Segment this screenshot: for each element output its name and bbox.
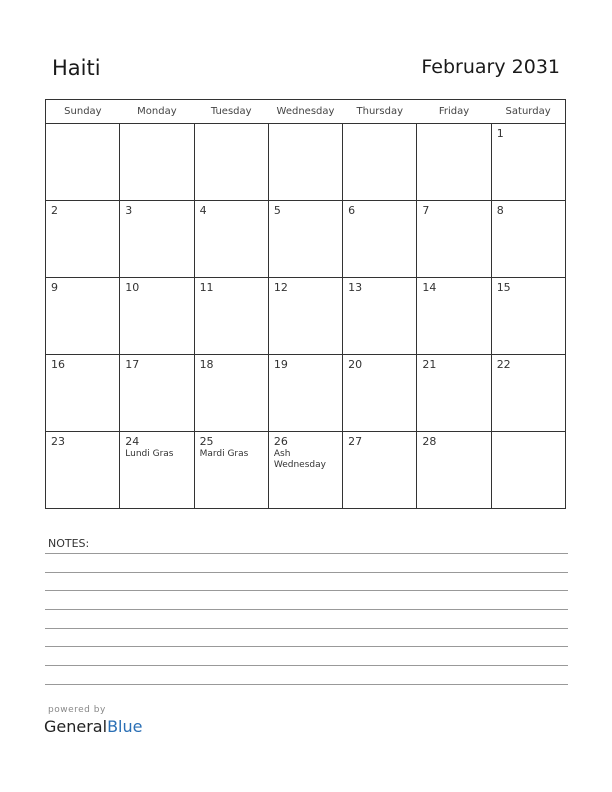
day-number: 10	[125, 281, 140, 294]
generalblue-logo[interactable]	[44, 717, 142, 736]
day-cell	[268, 432, 342, 509]
weekday-header: Thursday	[343, 100, 417, 124]
day-cell	[120, 432, 194, 509]
week-row	[46, 355, 566, 432]
day-cell	[194, 432, 268, 509]
weekday-header-row	[46, 100, 566, 124]
brand-general: General	[44, 717, 108, 736]
day-cell	[343, 355, 417, 432]
notes-label: NOTES:	[48, 537, 90, 550]
day-number: 22	[496, 358, 511, 371]
day-number: 2	[51, 204, 58, 217]
day-number: 3	[125, 204, 133, 217]
day-cell	[491, 355, 565, 432]
notes-line	[45, 646, 568, 647]
day-cell	[491, 278, 565, 355]
day-number: 27	[348, 435, 363, 448]
weekday-header: Sunday	[46, 100, 120, 124]
powered-by-text: powered by	[48, 705, 106, 715]
day-cell	[46, 432, 120, 509]
day-number: 8	[496, 204, 504, 217]
holiday-label: Mardi Gras	[199, 449, 249, 459]
holiday-label: Lundi Gras	[125, 449, 174, 459]
day-number: 28	[422, 435, 437, 448]
day-cell	[417, 432, 491, 509]
weekday-header: Friday	[417, 100, 491, 124]
day-number: 1	[496, 127, 504, 140]
notes-line	[45, 665, 568, 666]
notes-line	[45, 553, 568, 554]
day-cell	[120, 278, 194, 355]
day-cell	[120, 124, 194, 201]
day-number: 15	[496, 281, 511, 294]
day-cell	[46, 278, 120, 355]
day-number: 19	[273, 358, 288, 371]
day-cell	[417, 201, 491, 278]
notes-line	[45, 590, 568, 591]
week-row	[46, 278, 566, 355]
week-row	[46, 124, 566, 201]
day-number: 4	[199, 204, 207, 217]
day-cell	[194, 124, 268, 201]
day-cell	[46, 201, 120, 278]
week-row	[46, 201, 566, 278]
notes-line	[45, 609, 568, 610]
day-number: 24	[125, 435, 140, 448]
day-number: 9	[51, 281, 58, 294]
calendar-grid	[45, 99, 566, 509]
day-cell	[46, 124, 120, 201]
day-number: 6	[348, 204, 356, 217]
brand-blue: Blue	[107, 717, 143, 736]
day-number: 13	[348, 281, 363, 294]
day-cell	[46, 355, 120, 432]
day-cell	[268, 278, 342, 355]
day-cell	[194, 355, 268, 432]
weekday-header: Monday	[120, 100, 194, 124]
day-cell	[268, 124, 342, 201]
day-cell	[268, 355, 342, 432]
day-cell	[343, 432, 417, 509]
day-number: 20	[348, 358, 363, 371]
day-cell	[417, 355, 491, 432]
day-cell	[417, 124, 491, 201]
day-number: 14	[422, 281, 437, 294]
day-number: 25	[199, 435, 214, 448]
day-number: 16	[51, 358, 65, 371]
day-cell	[194, 201, 268, 278]
day-number: 7	[422, 204, 430, 217]
day-number: 11	[199, 281, 214, 294]
day-cell	[120, 355, 194, 432]
day-cell	[417, 278, 491, 355]
day-cell	[343, 124, 417, 201]
day-number: 12	[273, 281, 288, 294]
week-row	[46, 432, 566, 509]
day-cell	[194, 278, 268, 355]
day-number: 18	[199, 358, 214, 371]
weekday-header: Saturday	[491, 100, 565, 124]
day-number: 26	[273, 435, 288, 448]
day-cell	[491, 124, 565, 201]
day-cell	[491, 201, 565, 278]
day-number: 17	[125, 358, 140, 371]
month-year-title: February 2031	[421, 56, 560, 78]
day-number: 21	[422, 358, 437, 371]
country-title: Haiti	[52, 56, 101, 80]
weekday-header: Tuesday	[194, 100, 268, 124]
notes-line	[45, 628, 568, 629]
day-number: 5	[273, 204, 281, 217]
weekday-header: Wednesday	[268, 100, 342, 124]
day-cell	[491, 432, 565, 509]
day-cell	[343, 201, 417, 278]
notes-line	[45, 572, 568, 573]
notes-line	[45, 684, 568, 685]
day-cell	[343, 278, 417, 355]
holiday-label: Ash Wednesday	[273, 449, 326, 470]
day-number: 23	[51, 435, 65, 448]
day-cell	[120, 201, 194, 278]
day-cell	[268, 201, 342, 278]
